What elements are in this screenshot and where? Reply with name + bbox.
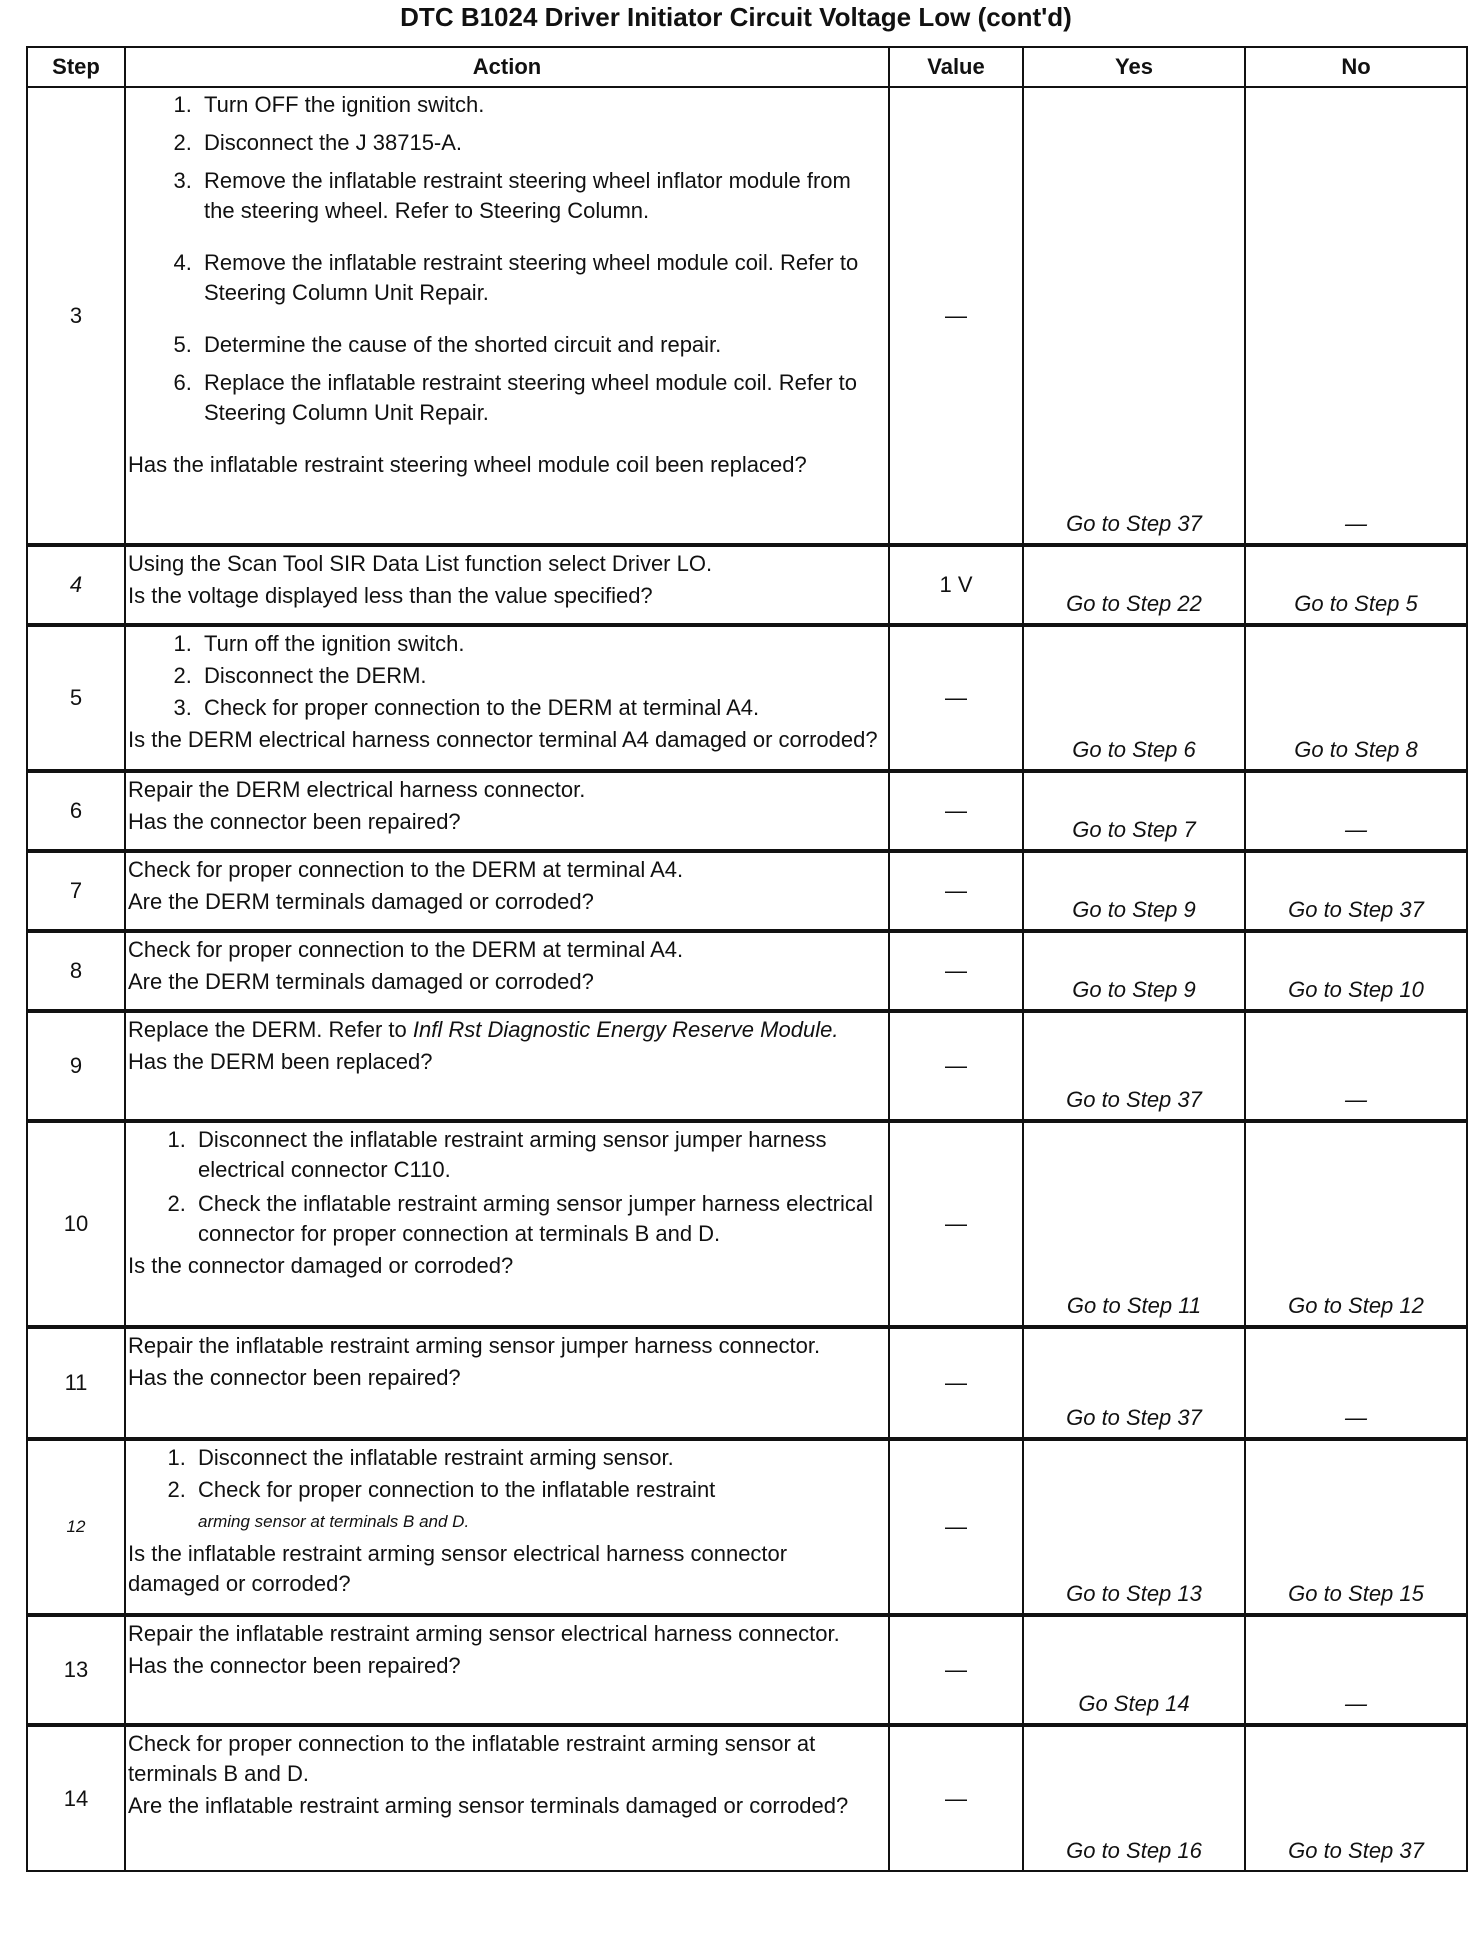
- value-cell: 1 V: [889, 545, 1023, 625]
- page-title: DTC B1024 Driver Initiator Circuit Voltage Low (cont'd): [400, 2, 1072, 32]
- action-text: Check for proper connection to the DERM at terminal A4.: [128, 937, 684, 962]
- table-row: [27, 87, 1467, 545]
- table-header-row: [27, 47, 1467, 87]
- no-cell: —: [1245, 1011, 1467, 1121]
- yes-cell: Go to Step 22: [1023, 545, 1245, 625]
- step-number: 6: [27, 771, 125, 851]
- diagnostic-table: [26, 46, 1468, 1872]
- header-action: Action: [125, 47, 889, 87]
- table-row: [27, 625, 1467, 771]
- yes-cell: Go to Step 6: [1023, 625, 1245, 771]
- action-reference: Infl Rst Diagnostic Energy Reserve Module.: [412, 1017, 839, 1042]
- no-cell: Go to Step 37: [1245, 1725, 1467, 1871]
- action-cell: [125, 771, 889, 851]
- action-step: 2. Disconnect the DERM.: [198, 661, 884, 691]
- action-cell: [125, 1121, 889, 1327]
- yes-cell: Go to Step 13: [1023, 1439, 1245, 1615]
- table-row: [27, 1327, 1467, 1439]
- action-step: 3. Remove the inflatable restraint steering wheel inflator module from the steering wheel. Refer to Steering Column.: [198, 166, 884, 226]
- value-cell: —: [889, 1615, 1023, 1725]
- table-row: [27, 1011, 1467, 1121]
- table-row: [27, 1439, 1467, 1615]
- action-question: Is the voltage displayed less than the value specified?: [128, 583, 653, 608]
- yes-cell: Go to Step 9: [1023, 851, 1245, 931]
- action-cell: [125, 545, 889, 625]
- table-row: [27, 1615, 1467, 1725]
- step-number: 13: [27, 1615, 125, 1725]
- action-question: Are the DERM terminals damaged or corroded?: [128, 889, 594, 914]
- action-question: Has the DERM been replaced?: [128, 1049, 433, 1074]
- yes-cell: Go to Step 16: [1023, 1725, 1245, 1871]
- action-question: Is the DERM electrical harness connector terminal A4 damaged or corroded?: [128, 727, 878, 752]
- action-cell: [125, 1439, 889, 1615]
- step-number: 3: [27, 87, 125, 545]
- value-cell: —: [889, 1725, 1023, 1871]
- action-question: Is the inflatable restraint arming sensor electrical harness connector damaged or corroded?: [128, 1541, 788, 1596]
- step-number: 14: [27, 1725, 125, 1871]
- step-number: 4: [27, 545, 125, 625]
- no-cell: —: [1245, 771, 1467, 851]
- value-cell: —: [889, 625, 1023, 771]
- action-step-text-small: arming sensor at terminals B and D.: [198, 1512, 470, 1531]
- action-text-prefix: Replace the DERM. Refer to: [128, 1017, 413, 1042]
- action-step: 2. Check the inflatable restraint arming sensor jumper harness electrical connector for proper connection at terminals B and D.: [192, 1189, 884, 1249]
- action-text: Repair the inflatable restraint arming sensor jumper harness connector.: [128, 1333, 821, 1358]
- value-cell: —: [889, 771, 1023, 851]
- value-cell: —: [889, 851, 1023, 931]
- action-steps: [128, 90, 884, 428]
- action-cell: [125, 1011, 889, 1121]
- action-steps: [128, 629, 884, 723]
- no-cell: Go to Step 10: [1245, 931, 1467, 1011]
- action-step: 2. Disconnect the J 38715-A.: [198, 128, 884, 158]
- yes-cell: Go to Step 37: [1023, 1327, 1245, 1439]
- action-question: Has the inflatable restraint steering wheel module coil been replaced?: [128, 452, 807, 477]
- header-no: No: [1245, 47, 1467, 87]
- action-step-text: Check for proper connection to the inflatable restraint: [198, 1477, 716, 1502]
- no-cell: Go to Step 12: [1245, 1121, 1467, 1327]
- action-text: Check for proper connection to the DERM at terminal A4.: [128, 857, 684, 882]
- table-row: [27, 851, 1467, 931]
- action-text: Using the Scan Tool SIR Data List function select Driver LO.: [128, 551, 713, 576]
- action-cell: [125, 1327, 889, 1439]
- yes-cell: Go to Step 7: [1023, 771, 1245, 851]
- action-cell: [125, 1615, 889, 1725]
- no-cell: Go to Step 15: [1245, 1439, 1467, 1615]
- action-steps: [128, 1125, 884, 1249]
- action-cell: [125, 1725, 889, 1871]
- action-step: 5. Determine the cause of the shorted circuit and repair.: [198, 330, 884, 360]
- header-yes: Yes: [1023, 47, 1245, 87]
- table-row: [27, 771, 1467, 851]
- action-cell: [125, 931, 889, 1011]
- step-number: 7: [27, 851, 125, 931]
- header-step: Step: [27, 47, 125, 87]
- action-cell: [125, 625, 889, 771]
- action-step: 4. Remove the inflatable restraint steering wheel module coil. Refer to Steering Column Unit Repair.: [198, 248, 884, 308]
- step-number: 10: [27, 1121, 125, 1327]
- action-text: Repair the DERM electrical harness connector.: [128, 777, 586, 802]
- action-question: Is the connector damaged or corroded?: [128, 1253, 514, 1278]
- value-cell: —: [889, 1327, 1023, 1439]
- action-step: 1. Turn OFF the ignition switch.: [198, 90, 884, 120]
- yes-cell: Go Step 14: [1023, 1615, 1245, 1725]
- action-question: Are the inflatable restraint arming sensor terminals damaged or corroded?: [128, 1793, 849, 1818]
- header-value: Value: [889, 47, 1023, 87]
- value-cell: —: [889, 1011, 1023, 1121]
- no-cell: Go to Step 8: [1245, 625, 1467, 771]
- table-row: [27, 1725, 1467, 1871]
- action-text: [128, 1015, 884, 1045]
- action-cell: [125, 87, 889, 545]
- action-steps: [128, 1443, 884, 1537]
- value-cell: —: [889, 931, 1023, 1011]
- action-question: Are the DERM terminals damaged or corroded?: [128, 969, 594, 994]
- step-number: 8: [27, 931, 125, 1011]
- yes-cell: Go to Step 37: [1023, 87, 1245, 545]
- yes-cell: Go to Step 11: [1023, 1121, 1245, 1327]
- yes-cell: Go to Step 37: [1023, 1011, 1245, 1121]
- table-row: [27, 1121, 1467, 1327]
- value-cell: —: [889, 87, 1023, 545]
- no-cell: Go to Step 5: [1245, 545, 1467, 625]
- action-step: [192, 1475, 884, 1537]
- yes-cell: Go to Step 9: [1023, 931, 1245, 1011]
- table-row: [27, 931, 1467, 1011]
- action-step: 3. Check for proper connection to the DERM at terminal A4.: [198, 693, 884, 723]
- no-cell: —: [1245, 1327, 1467, 1439]
- action-step: 6. Replace the inflatable restraint steering wheel module coil. Refer to Steering Column Unit Repair.: [198, 368, 884, 428]
- step-number: 5: [27, 625, 125, 771]
- step-number: 12: [27, 1439, 125, 1615]
- action-text: Repair the inflatable restraint arming sensor electrical harness connector.: [128, 1621, 840, 1646]
- value-cell: —: [889, 1121, 1023, 1327]
- action-question: Has the connector been repaired?: [128, 809, 461, 834]
- action-question: Has the connector been repaired?: [128, 1653, 461, 1678]
- table-row: [27, 545, 1467, 625]
- step-number: 11: [27, 1327, 125, 1439]
- action-text: Check for proper connection to the inflatable restraint arming sensor at terminals B and D.: [128, 1731, 816, 1786]
- action-step: 1. Disconnect the inflatable restraint arming sensor.: [192, 1443, 884, 1473]
- value-cell: —: [889, 1439, 1023, 1615]
- action-step: 1. Turn off the ignition switch.: [198, 629, 884, 659]
- action-question: Has the connector been repaired?: [128, 1365, 461, 1390]
- no-cell: —: [1245, 87, 1467, 545]
- action-step: 1. Disconnect the inflatable restraint arming sensor jumper harness electrical connector C110.: [192, 1125, 884, 1185]
- no-cell: —: [1245, 1615, 1467, 1725]
- action-cell: [125, 851, 889, 931]
- step-number: 9: [27, 1011, 125, 1121]
- no-cell: Go to Step 37: [1245, 851, 1467, 931]
